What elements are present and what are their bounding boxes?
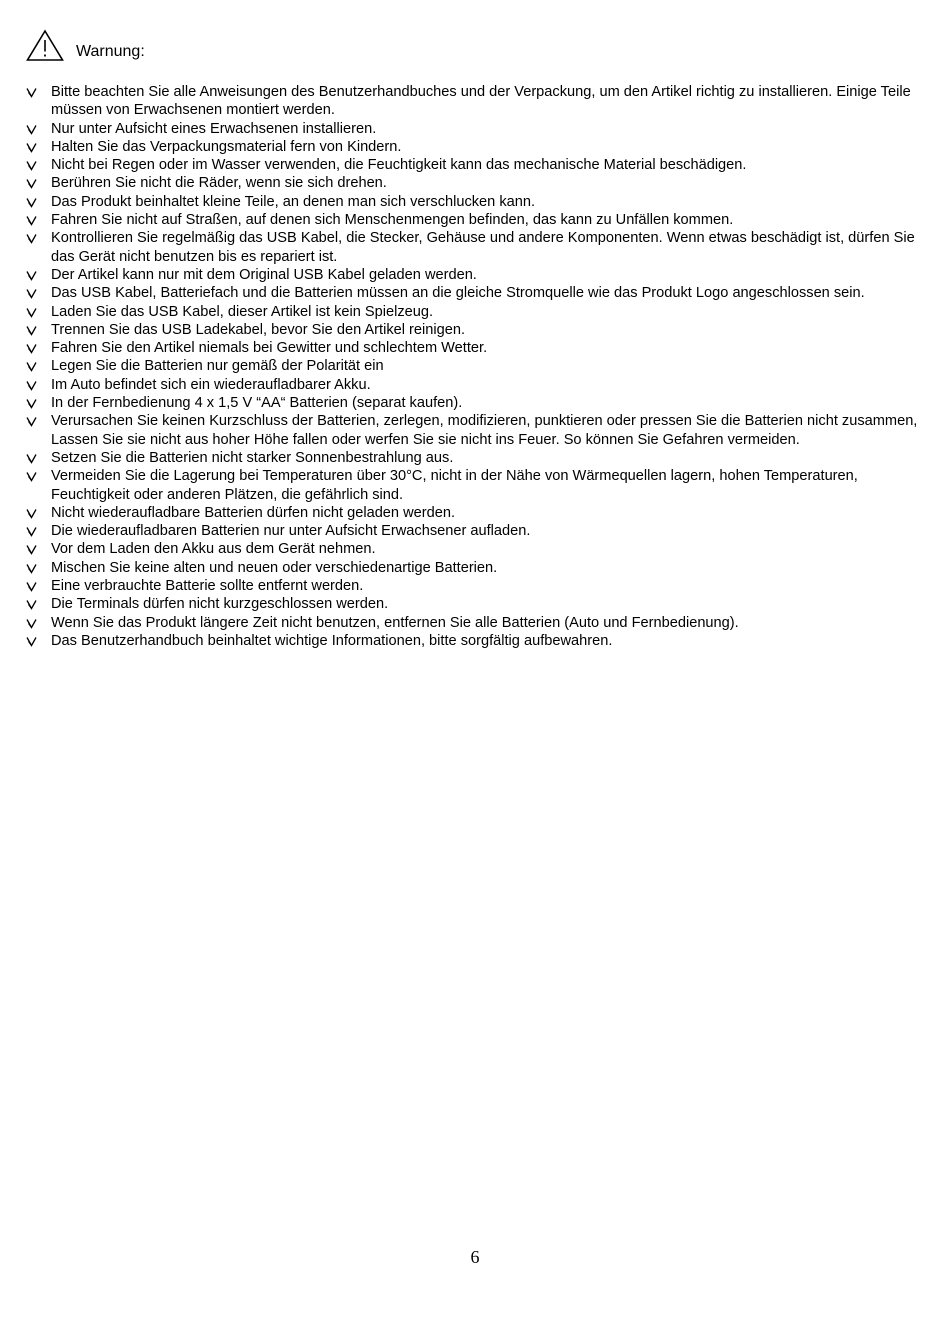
list-item-text: Nicht bei Regen oder im Wasser verwenden, die Feuchtigkeit kann das mechanische Material beschädigen. <box>51 157 747 174</box>
check-arrow-bullet-icon <box>26 599 37 610</box>
check-arrow-bullet-icon <box>26 160 37 171</box>
check-arrow-bullet-icon <box>26 618 37 629</box>
list-item <box>26 449 926 467</box>
list-item-text: Fahren Sie nicht auf Straßen, auf denen sich Menschenmengen befinden, das kann zu Unfällen kommen. <box>51 212 734 229</box>
warning-list <box>26 83 926 650</box>
list-item-text: Trennen Sie das USB Ladekabel, bevor Sie den Artikel reinigen. <box>51 321 466 338</box>
list-item <box>26 156 926 174</box>
list-item-text: Das USB Kabel, Batteriefach und die Batterien müssen an die gleiche Stromquelle wie das Produkt Logo angeschlossen sein. <box>51 285 865 302</box>
check-arrow-bullet-icon <box>26 416 37 427</box>
check-arrow-bullet-icon <box>26 288 37 299</box>
list-item-text: Fahren Sie den Artikel niemals bei Gewitter und schlechtem Wetter. <box>51 340 488 357</box>
check-arrow-bullet-icon <box>26 307 37 318</box>
list-item <box>26 467 926 504</box>
list-item-text: Halten Sie das Verpackungsmaterial fern von Kindern. <box>51 138 402 155</box>
list-item <box>26 376 926 394</box>
list-item <box>26 284 926 302</box>
list-item <box>26 229 926 266</box>
check-arrow-bullet-icon <box>26 544 37 555</box>
list-item <box>26 174 926 192</box>
check-arrow-bullet-icon <box>26 325 37 336</box>
list-item <box>26 394 926 412</box>
warning-title: Warnung: <box>76 43 145 60</box>
list-item <box>26 412 926 449</box>
list-item <box>26 339 926 357</box>
check-arrow-bullet-icon <box>26 87 37 98</box>
list-item-text: Vermeiden Sie die Lagerung bei Temperaturen über 30°C, nicht in der Nähe von Wärmequellen lagern, hohen Temperaturen, Feuchtigkeit oder anderen Plätzen, die gefährlich sind. <box>51 468 858 503</box>
list-item-text: Bitte beachten Sie alle Anweisungen des Benutzerhandbuches und der Verpackung, um den Artikel richtig zu installieren. Einige Teile müssen von Erwachsenen montiert werden. <box>51 84 911 119</box>
list-item-text: Nur unter Aufsicht eines Erwachsenen installieren. <box>51 120 377 137</box>
list-item-text: Berühren Sie nicht die Räder, wenn sie sich drehen. <box>51 175 387 192</box>
check-arrow-bullet-icon <box>26 398 37 409</box>
list-item <box>26 614 926 632</box>
check-arrow-bullet-icon <box>26 526 37 537</box>
list-item-text: Im Auto befindet sich ein wiederaufladbarer Akku. <box>51 376 371 393</box>
list-item <box>26 321 926 339</box>
list-item <box>26 357 926 375</box>
check-arrow-bullet-icon <box>26 453 37 464</box>
check-arrow-bullet-icon <box>26 380 37 391</box>
check-arrow-bullet-icon <box>26 233 37 244</box>
check-arrow-bullet-icon <box>26 124 37 135</box>
check-arrow-bullet-icon <box>26 343 37 354</box>
list-item-text: Setzen Sie die Batterien nicht starker Sonnenbestrahlung aus. <box>51 449 454 466</box>
list-item-text: Legen Sie die Batterien nur gemäß der Polarität ein <box>51 358 384 375</box>
list-item <box>26 138 926 156</box>
check-arrow-bullet-icon <box>26 197 37 208</box>
list-item-text: Verursachen Sie keinen Kurzschluss der Batterien, zerlegen, modifizieren, punktieren oder pressen Sie die Batterien nicht zusammen, Lassen Sie sie nicht aus hoher Höhe fallen oder werfen Sie sie nicht ins Feuer. So können Sie Gefahren vermeiden. <box>51 413 918 448</box>
check-arrow-bullet-icon <box>26 215 37 226</box>
list-item <box>26 577 926 595</box>
check-arrow-bullet-icon <box>26 142 37 153</box>
check-arrow-bullet-icon <box>26 563 37 574</box>
list-item <box>26 303 926 321</box>
list-item-text: Laden Sie das USB Kabel, dieser Artikel ist kein Spielzeug. <box>51 303 434 320</box>
check-arrow-bullet-icon <box>26 178 37 189</box>
list-item-text: Wenn Sie das Produkt längere Zeit nicht benutzen, entfernen Sie alle Batterien (Auto und Fernbedienung). <box>51 614 739 631</box>
list-item-text: Das Produkt beinhaltet kleine Teile, an denen man sich verschlucken kann. <box>51 193 536 210</box>
list-item <box>26 522 926 540</box>
list-item-text: Vor dem Laden den Akku aus dem Gerät nehmen. <box>51 541 376 558</box>
list-item-text: Die wiederaufladbaren Batterien nur unter Aufsicht Erwachsener aufladen. <box>51 523 531 540</box>
list-item <box>26 193 926 211</box>
list-item <box>26 559 926 577</box>
list-item-text: Kontrollieren Sie regelmäßig das USB Kabel, die Stecker, Gehäuse und andere Komponenten. Wenn etwas beschädigt ist, dürfen Sie das Gerät nicht benutzen bis es repariert ist. <box>51 230 915 265</box>
list-item <box>26 540 926 558</box>
check-arrow-bullet-icon <box>26 581 37 592</box>
check-arrow-bullet-icon <box>26 508 37 519</box>
check-arrow-bullet-icon <box>26 270 37 281</box>
list-item <box>26 632 926 650</box>
warning-triangle-icon <box>26 29 64 62</box>
list-item <box>26 595 926 613</box>
list-item <box>26 266 926 284</box>
list-item-text: Der Artikel kann nur mit dem Original USB Kabel geladen werden. <box>51 266 477 283</box>
list-item-text: In der Fernbedienung 4 x 1,5 V “AA“ Batterien (separat kaufen). <box>51 395 463 412</box>
warning-header <box>26 26 145 62</box>
list-item-text: Mischen Sie keine alten und neuen oder verschiedenartige Batterien. <box>51 559 498 576</box>
list-item <box>26 83 926 120</box>
list-item-text: Die Terminals dürfen nicht kurzgeschlossen werden. <box>51 596 389 613</box>
check-arrow-bullet-icon <box>26 471 37 482</box>
check-arrow-bullet-icon <box>26 361 37 372</box>
list-item-text: Nicht wiederaufladbare Batterien dürfen nicht geladen werden. <box>51 504 456 521</box>
page-number: 6 <box>470 1247 480 1267</box>
list-item <box>26 120 926 138</box>
list-item <box>26 211 926 229</box>
list-item-text: Das Benutzerhandbuch beinhaltet wichtige Informationen, bitte sorgfältig aufbewahren. <box>51 632 613 649</box>
list-item-text: Eine verbrauchte Batterie sollte entfernt werden. <box>51 578 364 595</box>
check-arrow-bullet-icon <box>26 636 37 647</box>
list-item <box>26 504 926 522</box>
